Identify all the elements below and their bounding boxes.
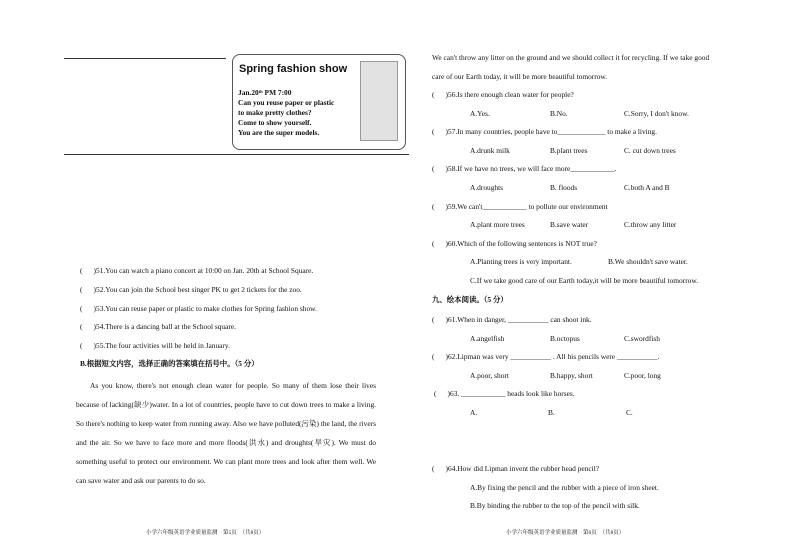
poster-bottom-rule xyxy=(64,154,409,155)
question-stem: ( )61.When in danger, ___________ can shoot ink. xyxy=(432,315,592,324)
question-stem: ( )56.Is there enough clean water for people? xyxy=(432,90,574,99)
poster-line: Jan.20ᵗʰ PM 7:00 xyxy=(238,88,292,97)
option: A.Yes. xyxy=(470,109,490,118)
section-9-heading: 九、绘本阅读。（5 分） xyxy=(432,295,508,304)
option: C.poor, long xyxy=(624,371,661,380)
question-stem: ( )62.Lipman was very ___________ . All his pencils were ___________. xyxy=(432,352,660,361)
passage-continued: care of our Earth today, it will be more beautiful tomorrow. xyxy=(432,72,608,81)
option: A. xyxy=(470,408,478,417)
option: C.Sorry, I don't know. xyxy=(624,109,689,118)
top-left-rule xyxy=(64,58,226,59)
option: C. cut down trees xyxy=(624,146,676,155)
tf-item: ( )55.The four activities will be held in January. xyxy=(80,341,230,350)
option: C.If we take good care of our Earth today,it will be more beautiful tomorrow. xyxy=(470,276,699,285)
option: C. xyxy=(626,408,633,417)
question-stem: ( )60.Which of the following sentences is NOT true? xyxy=(432,239,597,248)
option: B. floods xyxy=(550,183,578,192)
poster-line: Come to show yourself. xyxy=(238,118,312,127)
poster-line: Can you reuse paper or plastic xyxy=(238,98,335,107)
option: B.We shouldn't save water. xyxy=(608,257,688,266)
tf-item: ( )54.There is a dancing ball at the School square. xyxy=(80,322,236,331)
section-b-heading: B.根据短文内容，选择正确的答案填在括号中。（5 分） xyxy=(80,359,259,368)
option: A.drunk milk xyxy=(470,146,510,155)
question-stem: ( )64.How did Lipman invent the rubber head pencil? xyxy=(432,464,600,473)
question-stem: ( )58.If we have no trees, we will face more____________. xyxy=(432,164,617,173)
option: C.both A and B xyxy=(624,183,670,192)
poster xyxy=(232,54,406,150)
poster-line: You are the super models. xyxy=(238,128,320,137)
poster-line: to make pretty clothes? xyxy=(238,108,312,117)
reading-passage: As you know, there's not enough clean water for people. So many of them lose their lives because of lacking(缺少)water. In a lot of countries, people have to cut down trees to make a living. So there's nothing to keep water from running away. Also we have polluted(污染) the land, the rivers and the air. So we have to face more and more floods(洪水) and droughts(旱灾). We must do something useful to protect our environment. We can plant more trees and look after them well. We can save water and ask our parents to do so. xyxy=(76,381,376,485)
footer-left: 小学六年级英语学业质量监测 第5页 （共8页） xyxy=(146,530,265,536)
footer-right: 小学六年级英语学业质量监测 第6页 （共8页） xyxy=(506,530,625,536)
option: A.plant more trees xyxy=(470,220,525,229)
option: B.octopus xyxy=(550,334,580,343)
question-stem: ( )59.We can't____________ to pollute our environment xyxy=(432,202,608,211)
poster-title: Spring fashion show xyxy=(239,63,348,75)
poster-photo xyxy=(360,61,398,141)
option: B.save water xyxy=(550,220,589,229)
option: A.Planting trees is very important. xyxy=(470,257,572,266)
option: C.swordfish xyxy=(624,334,660,343)
option: C.throw any litter xyxy=(624,220,677,229)
question-stem: ( )57.In many countries, people have to_____________ to make a living. xyxy=(432,127,657,136)
option: B. xyxy=(548,408,555,417)
question-stem: ( )63. ____________ heads look like horses. xyxy=(434,389,575,398)
option: B.plant trees xyxy=(550,146,588,155)
option: A.poor, short xyxy=(470,371,509,380)
passage-continued: We can't throw any litter on the ground and we should collect it for recycling. If we take good xyxy=(432,53,710,62)
option: A.droughts xyxy=(470,183,504,192)
option: B.By binding the rubber to the top of the pencil with silk. xyxy=(470,501,640,510)
option: A.By fixing the pencil and the rubber with a piece of iron sheet. xyxy=(470,483,659,492)
tf-item: ( )51.You can watch a piano concert at 10:00 on Jan. 20th at School Square. xyxy=(80,266,314,275)
option: A.angelfish xyxy=(470,334,505,343)
option: B.No. xyxy=(550,109,568,118)
tf-item: ( )53.You can reuse paper or plastic to make clothes for Spring fashion show. xyxy=(80,304,317,313)
tf-item: ( )52.You can join the School best singer PK to get 2 tickets for the zoo. xyxy=(80,285,302,294)
option: B.happy, short xyxy=(550,371,593,380)
